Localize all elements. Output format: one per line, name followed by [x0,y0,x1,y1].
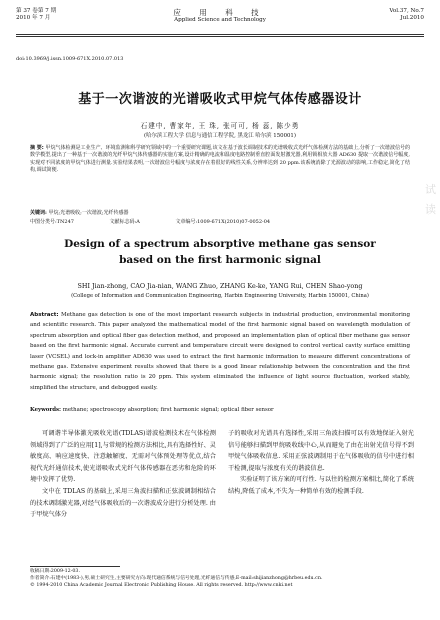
header-date-line: 2010 年 7 月 [16,15,51,21]
title-en-line2: based on the first harmonic signal [119,254,321,266]
body-paragraph: 子的吸收对光谱具有选择性,采用三角波扫描可以有效地保证入射光信号能够扫描到甲烷吸收线中心,从而避免了由在出射光信号得不到甲烷气体吸收信息. 采用正弦波调制用于在气体吸收的信号中进行相干检测,提取与浓度有关的谐波信息. [228,430,414,472]
abstract-zh-label: 摘 要: [30,145,44,151]
keywords-en-label: Keywords: [30,407,61,413]
abstract-zh-text: 甲烷气体检测是工业生产、环境监测和科学研究领域中的一个重要研究课题,该文在基于波长调制技术的光谱吸收式光纤气体检测方法的基础上,分析了一次谐波信号的数学模型,提出了一种基于一次谐波的光纤甲烷气体传感器的实施方案,设计精确的电流和温度电路控制垂直腔面发射激光器,利用锁相放大器 AD630 提取一次谐波信号幅度,实现对不同浓度的甲烷气体进行测量.实验结果表明,一次谐波信号幅度与浓度存在着很好的线性关系,分辨率达到 20 ppm.该系统消除了光源波动的影响,工作稳定,简化了结构,调试简便. [30,145,411,174]
journal-name-en: Applied Science and Technology [174,17,266,23]
keywords-en-text: methane; spectroscopy absorption; first harmonic signal; optical fiber sensor [62,407,274,413]
header-volume-en-line: Vol.37, No.7 [389,8,424,14]
footnote-author: 作者简介:石建中(1983-),男,硕士研究生,主要研究方向:现代通信系统与信号处理,光纤通信与传感,E-mail:shijianzhong@hrbeu.edu.cn. [30,576,323,581]
doi-line: doi:10.3969/j.issn.1009-671X.2010.07.013 [16,56,124,62]
body-paragraph: 可调谐半导体激光吸收光谱(TDLAS)谱波检测技术在气体检测领域得到了广泛的应用[1],与常规的检测方法相比,具有选择性好、灵敏度高、响应速度快、注意触解度、无需对气体预处理等优点,结合视代光纤通信技术,使光谱吸收式光纤气体传感器在恶劣和危险的环境中发挥了优势. [30,430,216,484]
body-paragraph: 文中在 TDLAS 的基础上,采用三角波扫描和正弦波调制相结合的技术调制激光器,对经气体吸收后的一次谐波成分进行分析处理. 由于甲烷气体分 [30,487,216,519]
footnote-received: 收稿日期:2009-12-03. [30,569,80,574]
body-column-right [228,428,414,498]
title-zh: 基于一次谐波的光谱吸收式甲烷气体传感器设计 [78,92,362,107]
keywords-zh [30,210,410,217]
keywords-zh-label: 关键词: [30,210,47,216]
running-header [16,8,424,30]
header-volume-line: 第 37 卷第 7 期 [16,8,57,14]
footnote-copyright: © 1994-2010 China Academic Journal Electronic Publishing House. All rights reserved. http://www.cnki.net [30,583,293,588]
header-date-en-line: Jul.2010 [400,15,424,21]
header-rule-thin [16,36,424,37]
classification-line [30,219,410,226]
abstract-en-label: Abstract: [30,312,59,318]
title-en [0,236,440,268]
cls-number: 中图分类号:TN247 [30,219,74,225]
body-column-left [30,428,216,521]
keywords-zh-text: 甲烷;光谱吸收;一次谐波;光纤传感器 [48,210,129,216]
authors-zh: 石建中, 曹家年, 王 珠, 张可可, 杨 蕊, 陈少勇 [140,122,300,130]
affiliation-zh: (哈尔滨工程大学 信息与通信工程学院, 黑龙江 哈尔滨 150001) [144,133,296,139]
body-paragraph: 实验证明了该方案的可行性. 与以往的检测方案相比,简化了系统结构,降低了成本,不失为一种简单有效的检测手段. [228,476,414,495]
header-volume-en [389,8,424,22]
abstract-en-text: Methane gas detection is one of the most important research subjects in industrial production, environmental monitoring and scientific research. This paper analyzed the mathematical model of the first harmonic signal based on wavelength modulation of spectrum absorption and optical fiber gas detection method, and proposed an implementation plan of optical fiber methane gas sensor based on the first harmonic signal. Accurate current and temperature circuit were designed to control vertical cavity surface emitting laser (VCSEL) and lock-in amplifier AD630 was used to extract the first harmonic information to measure different concentrations of methane gas. Extensive experiment results showed that there is a good linear relationship between the concentration and the first harmonic signal; the resolution ratio is 20 ppm. This system eliminated the influence of light source fluctuation, worked stably, simplified the structure, and debugged easily. [30,312,410,391]
abstract-zh [30,145,410,175]
header-journal [16,8,424,24]
abstract-en [30,310,410,393]
doc-code: 文献标志码:A [109,219,140,225]
watermark: 试读 [425,183,436,216]
journal-name-zh: 应 用 科 技 [173,8,267,17]
footnote-rule [30,566,120,567]
article-id: 文章编号:1009-671X(2010)07-0052-04 [175,219,271,225]
authors-en: SHI Jian-zhong, CAO Jia-nian, WANG Zhuo, ZHANG Ke-ke, YANG Rui, CHEN Shao-yong [77,282,363,290]
title-en-line1: Design of a spectrum absorptive methane gas sensor [64,238,376,250]
affiliation-en: (College of Information and Communication Engineering, Harbin Engineering University, Harbin 150001, China) [71,293,369,299]
header-rule [16,34,424,35]
keywords-en [30,406,410,414]
